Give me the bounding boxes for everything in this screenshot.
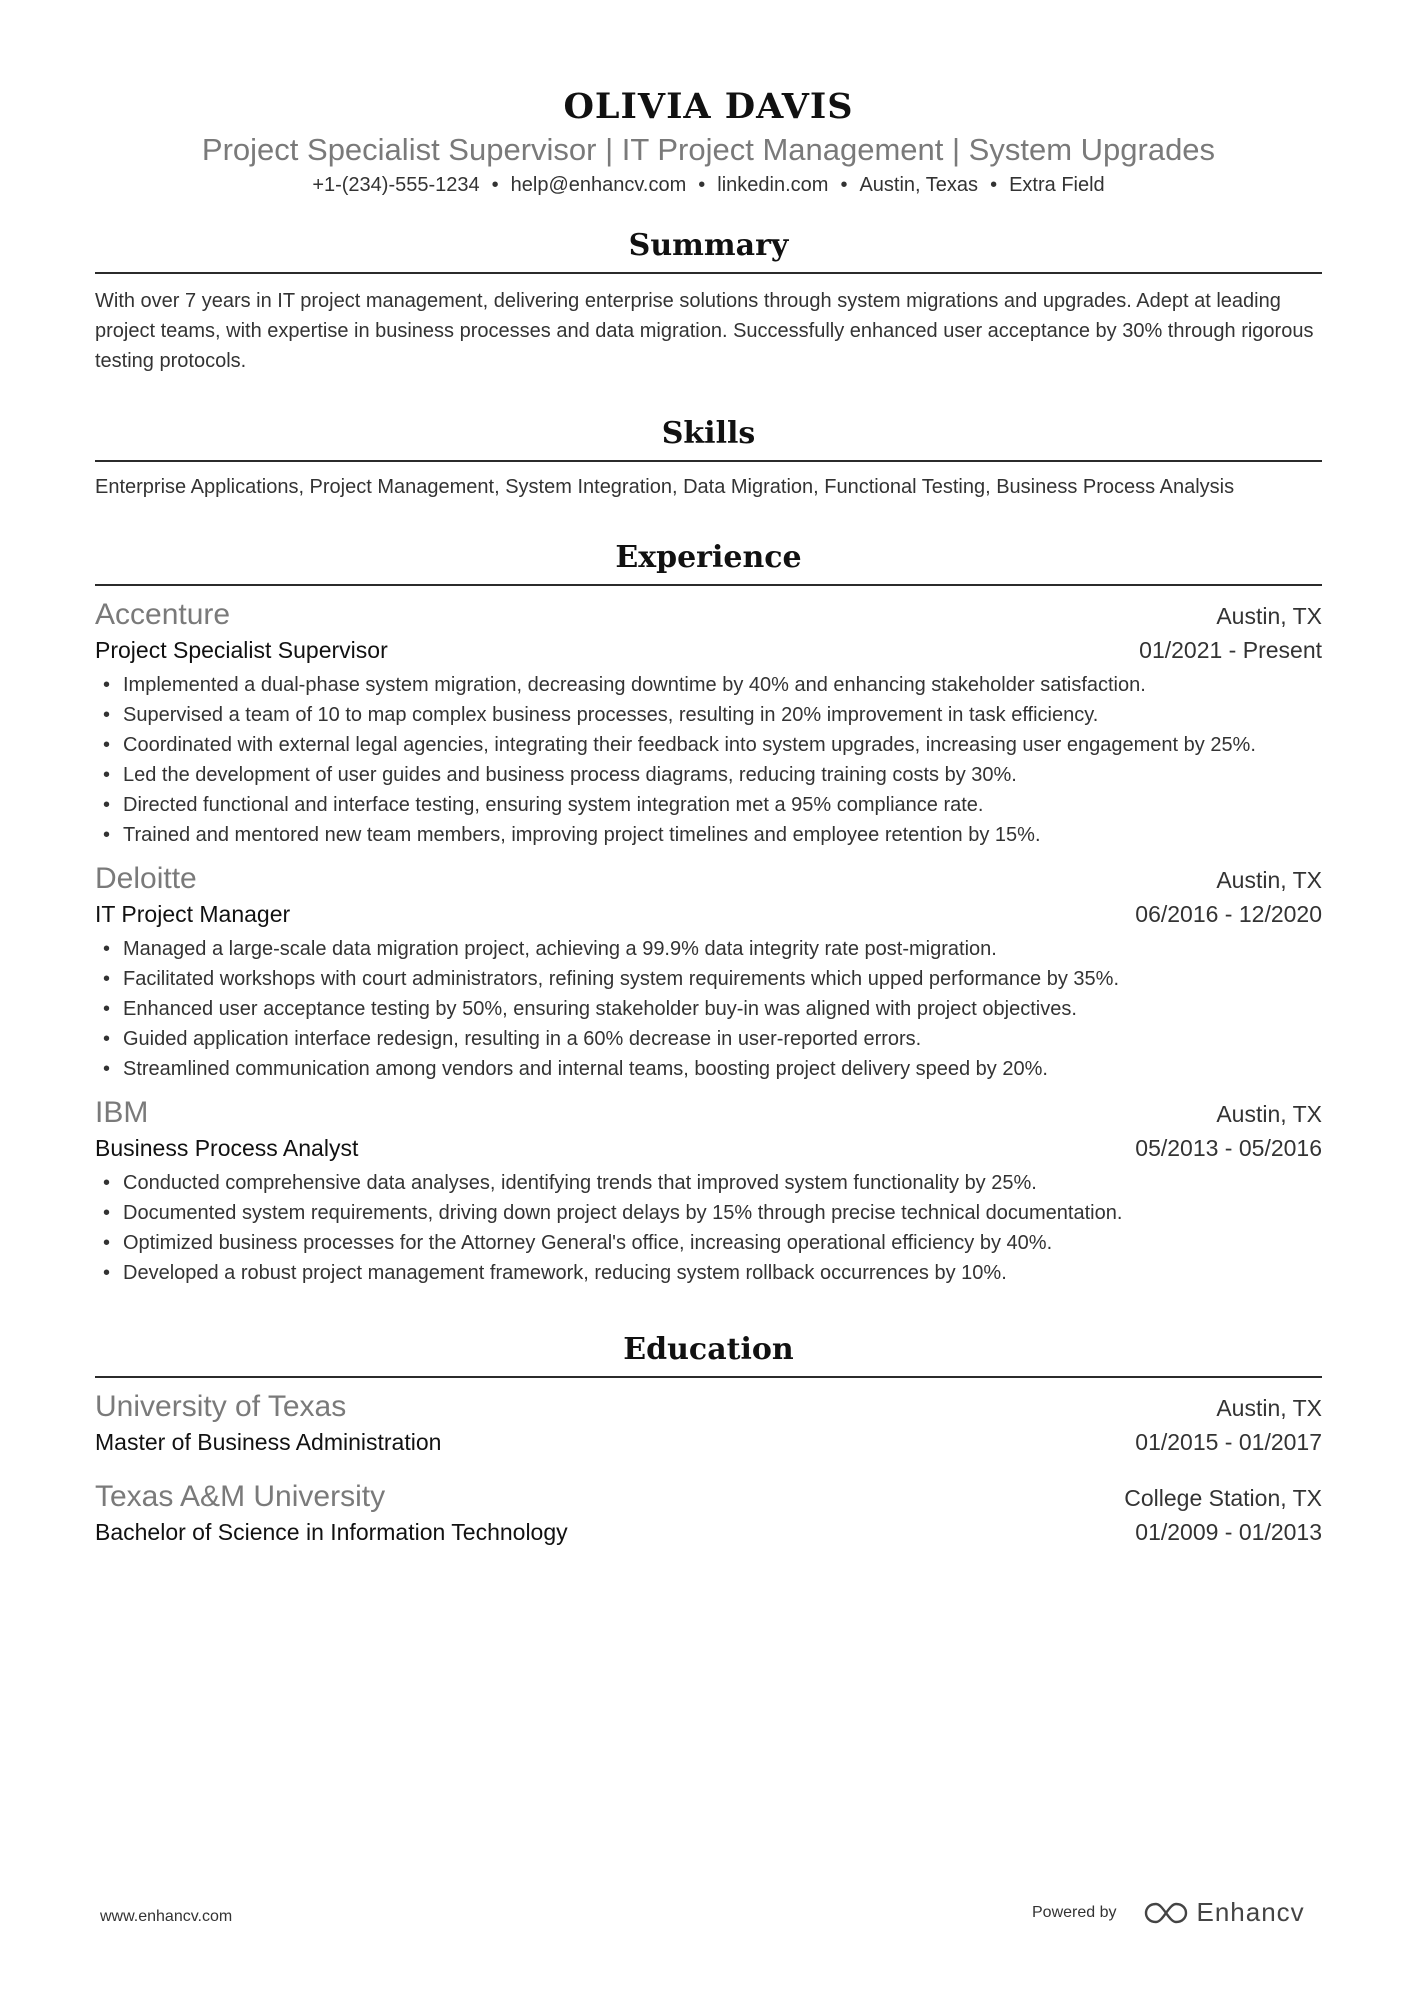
candidate-name: OLIVIA DAVIS: [563, 86, 854, 127]
skills-title: Skills: [95, 416, 1322, 462]
job-location: Austin, TX: [1216, 867, 1322, 893]
experience-section: [95, 540, 1322, 1288]
resume-page: [95, 0, 1322, 1548]
summary-title: Summary: [95, 228, 1322, 274]
bullet-item: • Coordinated with external legal agencies, integrating their feedback into system upgrades, increasing user engagement by 25%.: [95, 730, 1322, 760]
job-bullets: [95, 1168, 1322, 1288]
job-title: IT Project Manager: [95, 901, 291, 927]
bullet-item: • Guided application interface redesign, resulting in a 60% decrease in user-reported errors.: [95, 1024, 1322, 1054]
contact-separator: •: [698, 174, 706, 196]
job-title: Business Process Analyst: [95, 1135, 359, 1161]
school-location: Austin, TX: [1216, 1395, 1322, 1421]
job-dates: 05/2013 - 05/2016: [1135, 1135, 1322, 1161]
bullet-item: • Supervised a team of 10 to map complex business processes, resulting in 20% improvement in task efficiency.: [95, 700, 1322, 730]
bullet-item: • Facilitated workshops with court administrators, refining system requirements which upped performance by 35%.: [95, 964, 1322, 994]
company-name: IBM: [95, 1096, 149, 1129]
contact-phone: +1-(234)-555-1234: [312, 174, 480, 196]
experience-entry: [95, 860, 1322, 1084]
bullet-item: • Led the development of user guides and business process diagrams, reducing training costs by 30%.: [95, 760, 1322, 790]
candidate-tagline: Project Specialist Supervisor | IT Project Management | System Upgrades: [201, 132, 1216, 167]
contact-extra: Extra Field: [1009, 174, 1105, 196]
skills-section: [95, 416, 1322, 500]
bullet-item: • Enhanced user acceptance testing by 50%, ensuring stakeholder buy-in was aligned with project objectives.: [95, 994, 1322, 1024]
job-location: Austin, TX: [1216, 1101, 1322, 1127]
enhancv-logo-icon: [1143, 1900, 1189, 1926]
education-dates: 01/2009 - 01/2013: [1135, 1519, 1322, 1545]
job-dates: 01/2021 - Present: [1139, 637, 1322, 663]
bullet-item: • Streamlined communication among vendors and internal teams, boosting project delivery speed by 20%.: [95, 1054, 1322, 1084]
bullet-item: • Developed a robust project management framework, reducing system rollback occurrences by 10%.: [95, 1258, 1322, 1288]
job-bullets: [95, 934, 1322, 1084]
bullet-item: • Documented system requirements, driving down project delays by 15% through precise technical documentation.: [95, 1198, 1322, 1228]
job-bullets: [95, 670, 1322, 850]
skills-text: Enterprise Applications, Project Management, System Integration, Data Migration, Functional Testing, Business Process Analysis: [95, 476, 1235, 498]
degree-name: Master of Business Administration: [95, 1429, 442, 1455]
bullet-item: • Trained and mentored new team members, improving project timelines and employee retention by 15%.: [95, 820, 1322, 850]
company-name: Accenture: [95, 598, 231, 631]
contact-linkedin: linkedin.com: [717, 174, 829, 196]
bullet-item: • Conducted comprehensive data analyses, identifying trends that improved system functionality by 25%.: [95, 1168, 1322, 1198]
powered-by-label: Powered by: [1032, 1903, 1117, 1921]
contact-separator: •: [990, 174, 998, 196]
education-dates: 01/2015 - 01/2017: [1135, 1429, 1322, 1455]
experience-entry: [95, 596, 1322, 850]
resume-header: [95, 0, 1322, 198]
degree-name: Bachelor of Science in Information Technology: [95, 1519, 568, 1545]
bullet-item: • Directed functional and interface testing, ensuring system integration met a 95% compliance rate.: [95, 790, 1322, 820]
footer-website[interactable]: www.enhancv.com: [100, 1908, 233, 1925]
education-section: [95, 1332, 1322, 1548]
enhancv-brand-name: Enhancv: [1196, 1897, 1305, 1927]
education-entry: [95, 1388, 1322, 1458]
company-name: Deloitte: [95, 862, 197, 895]
contact-separator: •: [491, 174, 499, 196]
summary-text: With over 7 years in IT project management, delivering enterprise solutions through system migrations and upgrades. Adept at leading project teams, with expertise in business processes and data migration. Successfully enhanced user acceptance by 30% through rigorous testing protocols.: [95, 290, 1314, 372]
school-location: College Station, TX: [1124, 1485, 1322, 1511]
contact-line: [95, 172, 1322, 198]
experience-entry: [95, 1094, 1322, 1288]
bullet-item: • Implemented a dual-phase system migration, decreasing downtime by 40% and enhancing stakeholder satisfaction.: [95, 670, 1322, 700]
school-name: Texas A&M University: [95, 1480, 386, 1513]
experience-title: Experience: [95, 540, 1322, 586]
contact-email: help@enhancv.com: [510, 174, 687, 196]
education-entry: [95, 1478, 1322, 1548]
job-title: Project Specialist Supervisor: [95, 637, 388, 663]
bullet-item: • Managed a large-scale data migration project, achieving a 99.9% data integrity rate post-migration.: [95, 934, 1322, 964]
school-name: University of Texas: [95, 1390, 347, 1423]
footer-branding: [1032, 1897, 1305, 1928]
contact-separator: •: [840, 174, 848, 196]
education-title: Education: [95, 1332, 1322, 1378]
bullet-item: • Optimized business processes for the Attorney General's office, increasing operational efficiency by 40%.: [95, 1228, 1322, 1258]
summary-section: [95, 228, 1322, 376]
contact-location: Austin, Texas: [859, 174, 979, 196]
job-location: Austin, TX: [1216, 603, 1322, 629]
job-dates: 06/2016 - 12/2020: [1135, 901, 1322, 927]
